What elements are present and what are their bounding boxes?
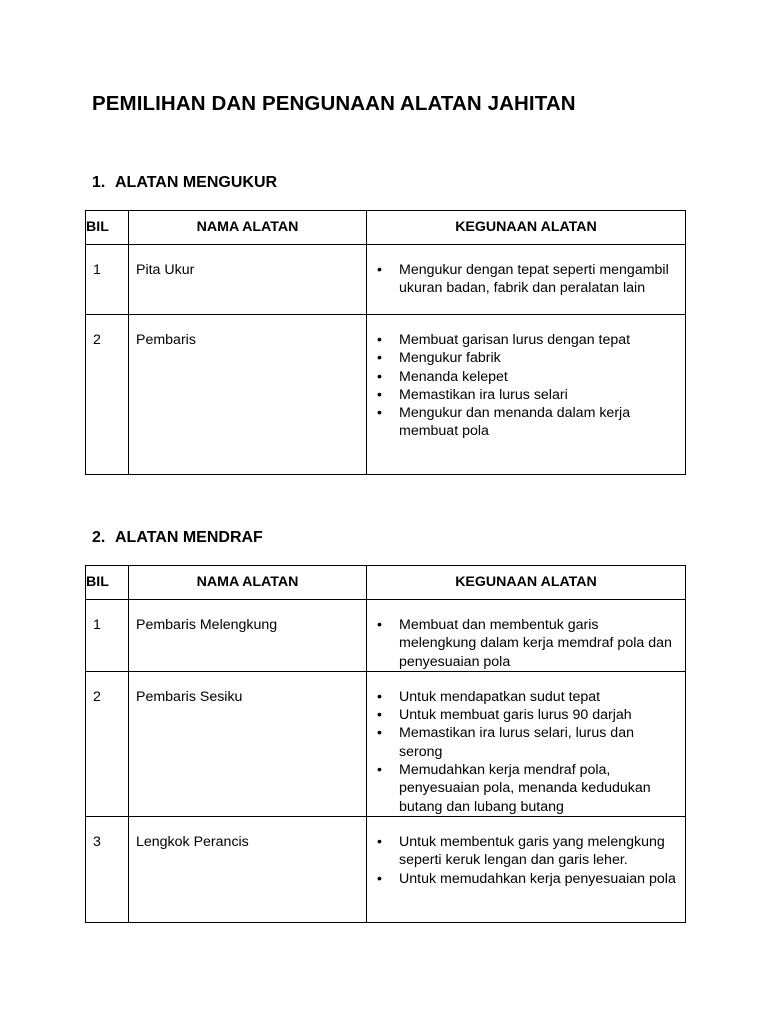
use-item: • Memastikan ira lurus selari: [375, 386, 677, 404]
uses-list: [375, 688, 677, 816]
tool-name: Pembaris Sesiku: [129, 671, 367, 816]
table-row: [86, 816, 686, 922]
section-number: 1.: [92, 174, 106, 191]
use-item: • Mengukur dan menanda dalam kerja membuat pola: [375, 404, 677, 441]
section-title: ALATAN MENGUKUR: [115, 174, 278, 191]
section-heading-alatan-mengukur: [92, 174, 277, 192]
tools-table-mendraf: [85, 565, 686, 923]
section-title: ALATAN MENDRAF: [115, 529, 263, 546]
tools-table-mengukur: [85, 210, 686, 475]
use-item: • Membuat dan membentuk garis melengkung dalam kerja memdraf pola dan penyesuaian pola: [375, 616, 677, 671]
tool-name: Lengkok Perancis: [129, 816, 367, 922]
uses-list: [375, 261, 677, 298]
tool-uses: [367, 671, 686, 816]
table-header-row: [86, 211, 686, 245]
row-number: 2: [86, 671, 129, 816]
section-heading-alatan-mendraf: [92, 529, 263, 547]
use-item: • Untuk membentuk garis yang melengkung seperti keruk lengan dan garis leher.: [375, 833, 677, 870]
tool-name: Pita Ukur: [129, 245, 367, 315]
use-item: • Untuk mendapatkan sudut tepat: [375, 688, 677, 706]
column-header-kegunaan-alatan: KEGUNAAN ALATAN: [367, 566, 686, 600]
use-item: • Mengukur fabrik: [375, 349, 677, 367]
table-row: [86, 600, 686, 672]
use-item: • Untuk memudahkan kerja penyesuaian pola: [375, 870, 677, 888]
table-row: [86, 245, 686, 315]
uses-list: [375, 331, 677, 441]
uses-list: [375, 833, 677, 888]
row-number: 3: [86, 816, 129, 922]
document-title: PEMILIHAN DAN PENGUNAAN ALATAN JAHITAN: [92, 92, 576, 115]
use-item: • Menanda kelepet: [375, 368, 677, 386]
row-number: 1: [86, 245, 129, 315]
column-header-nama-alatan: NAMA ALATAN: [129, 566, 367, 600]
table-row: [86, 671, 686, 816]
column-header-bil: BIL: [86, 566, 129, 600]
use-item: • Mengukur dengan tepat seperti mengambil ukuran badan, fabrik dan peralatan lain: [375, 261, 677, 298]
row-number: 2: [86, 315, 129, 475]
use-item: • Memudahkan kerja mendraf pola, penyesuaian pola, menanda kedudukan butang dan lubang butang: [375, 761, 677, 816]
tool-name: Pembaris Melengkung: [129, 600, 367, 672]
use-item: • Membuat garisan lurus dengan tepat: [375, 331, 677, 349]
tool-uses: [367, 600, 686, 672]
tool-uses: [367, 245, 686, 315]
tool-uses: [367, 816, 686, 922]
table-row: [86, 315, 686, 475]
row-number: 1: [86, 600, 129, 672]
use-item: • Untuk membuat garis lurus 90 darjah: [375, 706, 677, 724]
column-header-nama-alatan: NAMA ALATAN: [129, 211, 367, 245]
use-item: • Memastikan ira lurus selari, lurus dan serong: [375, 724, 677, 761]
column-header-kegunaan-alatan: KEGUNAAN ALATAN: [367, 211, 686, 245]
column-header-bil: BIL: [86, 211, 129, 245]
tool-name: Pembaris: [129, 315, 367, 475]
section-number: 2.: [92, 529, 106, 546]
table-header-row: [86, 566, 686, 600]
uses-list: [375, 616, 677, 671]
tool-uses: [367, 315, 686, 475]
